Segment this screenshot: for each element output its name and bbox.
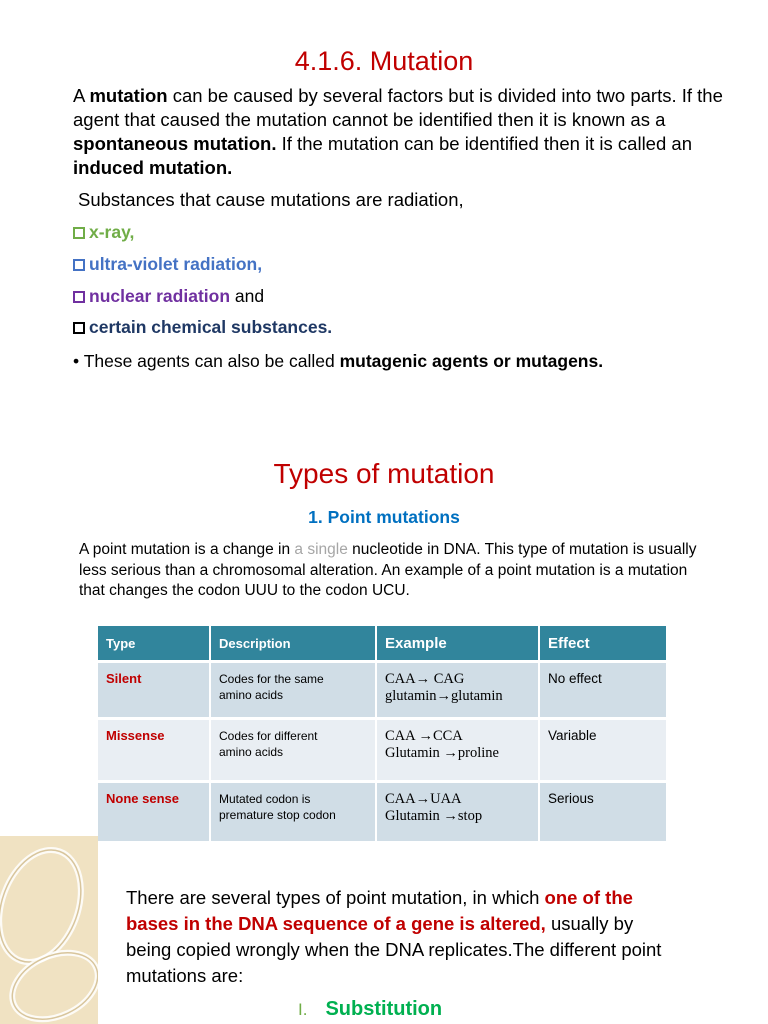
point-mutation-paragraph: A point mutation is a change in a single nucleotide in DNA. This type of mutation is usually less serious than a chromosomal alteration. An example of a point mutation is a mutation that changes the codon UUU to the codon UCU. [79,541,697,599]
point-mutation-types-paragraph: There are several types of point mutation, in which one of the bases in the DNA sequence of a gene is altered, usually by being copied wrongly when the DNA replicates.The different point mutations are: [126,887,662,986]
checkbox-icon [73,259,85,271]
cell-example: CAA→ CAG glutamin→glutamin [376,662,539,719]
header-effect: Effect [539,626,667,662]
intro-paragraph: A mutation can be caused by several factors but is divided into two parts. If the agent that caused the mutation cannot be identified then it is known as a spontaneous mutation. If the mutation can be identified then it is called an induced mutation. [73,85,723,178]
cell-effect: Variable [539,719,667,782]
header-description: Description [210,626,376,662]
checkbox-icon [73,322,85,334]
cell-effect: No effect [539,662,667,719]
point-mutations-heading: 1. Point mutations [308,507,460,527]
cell-type: Silent [98,662,210,719]
cell-type: Missense [98,719,210,782]
bullet-dot-icon: • [73,351,80,371]
bullet-uv: ultra-violet radiation, [73,254,262,275]
mutation-table [98,626,668,844]
agents-line: • These agents can also be called mutagenic agents or mutagens. [73,351,604,371]
substitution-heading: I. Substitution [298,998,443,1020]
header-type: Type [98,626,210,662]
header-example: Example [376,626,539,662]
decorative-ribbon-image [0,836,98,1024]
bullet-nuclear: nuclear radiation and [73,286,264,307]
types-heading: Types of mutation [273,458,495,489]
cell-description: Mutated codon is premature stop codon [210,782,376,843]
cell-example: CAA→UAA Glutamin →stop [376,782,539,843]
table-row [98,662,667,719]
bullet-xray: x-ray, [73,222,134,243]
section-heading: 4.1.6. Mutation [294,46,474,76]
checkbox-icon [73,291,85,303]
cell-effect: Serious [539,782,667,843]
table-row [98,782,667,843]
cell-example: CAA →CCA Glutamin →proline [376,719,539,782]
cell-description: Codes for the same amino acids [210,662,376,719]
table-header-row [98,626,667,662]
cell-description: Codes for different amino acids [210,719,376,782]
bullet-chemical: certain chemical substances. [73,317,332,338]
cell-type: None sense [98,782,210,843]
checkbox-icon [73,227,85,239]
substances-line: Substances that cause mutations are radiation, [78,189,464,210]
table-row [98,719,667,782]
